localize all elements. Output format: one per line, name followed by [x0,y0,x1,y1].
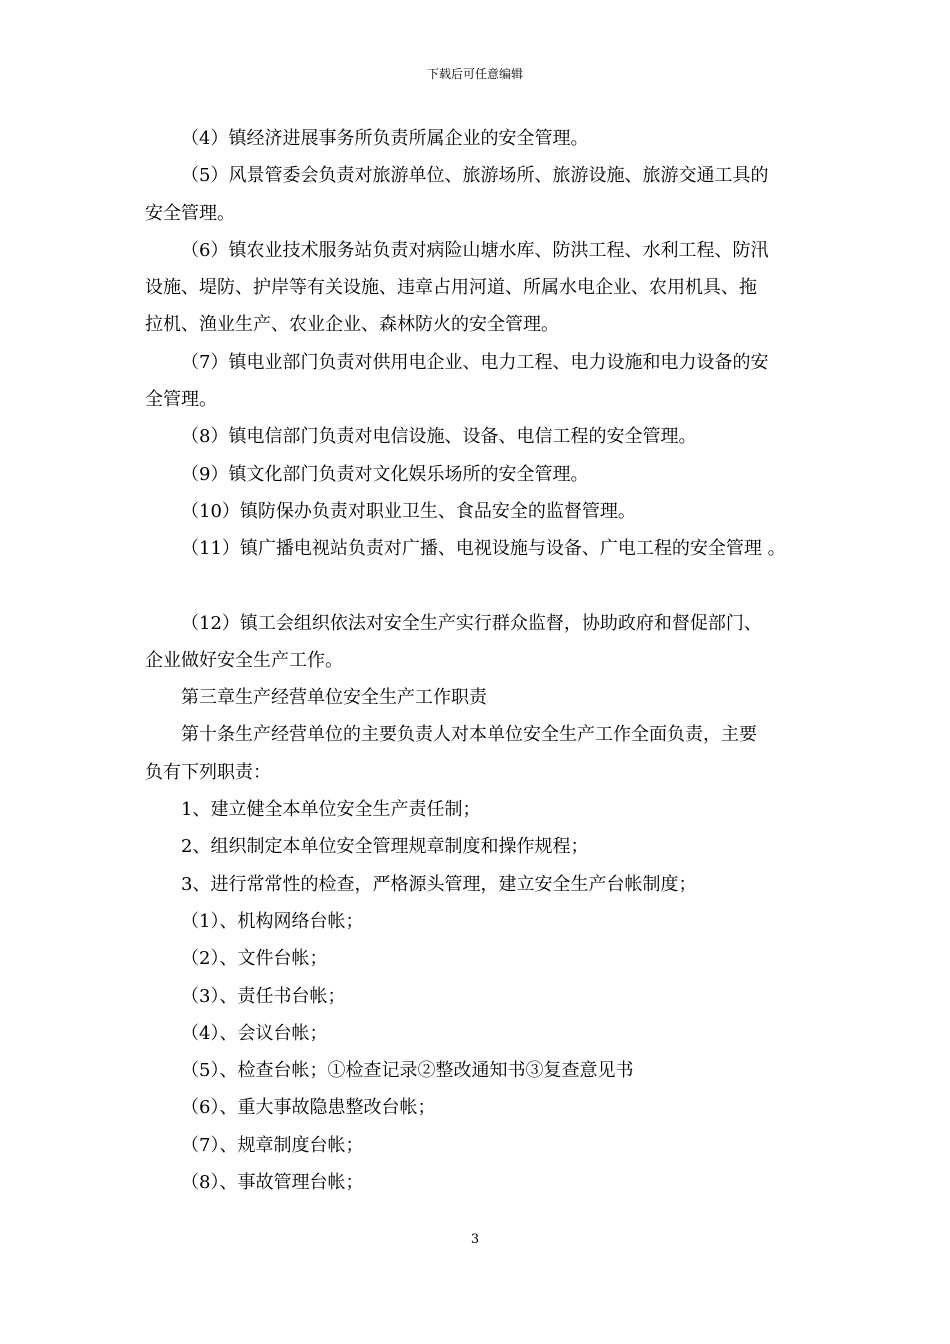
paragraph: （8）镇电信部门负责对电信设施、设备、电信工程的安全管理。 [181,426,697,448]
paragraph-continuation: 企业做好安全生产工作。 [145,649,343,671]
sub-list-item: （5）、检查台帐；①检查记录②整改通知书③复查意见书 [181,1060,634,1082]
list-item: 3、进行常常性的检查，严格源头管理，建立安全生产台帐制度； [181,873,697,895]
paragraph: （9）镇文化部门负责对文化娱乐场所的安全管理。 [181,463,589,485]
list-item: 1、建立健全本单位安全生产责任制； [181,799,481,821]
paragraph-continuation: 全管理。 [145,389,217,411]
sub-list-item: （3）、责任书台帐； [181,985,346,1007]
sub-list-item: （4）、会议台帐； [181,1022,328,1044]
sub-list-item: （2）、文件台帐； [181,948,328,970]
paragraph-continuation: 安全管理。 [145,202,235,224]
document-body [145,120,820,1201]
sub-list-item: （8）、事故管理台帐； [181,1172,364,1194]
sub-list-item: （7）、规章制度台帐； [181,1134,364,1156]
blank-line [145,568,820,605]
sub-list-item: （6）、重大事故隐患整改台帐； [181,1097,436,1119]
paragraph-continuation: 负有下列职责： [145,761,271,783]
paragraph: （7）镇电业部门负责对供用电企业、电力工程、电力设施和电力设备的安 [181,351,769,373]
paragraph: （10）镇防保办负责对职业卫生、食品安全的监督管理。 [181,500,636,522]
page-number: 3 [470,1232,480,1247]
paragraph: （5）风景管委会负责对旅游单位、旅游场所、旅游设施、旅游交通工具的 [181,165,769,187]
page-header: 下载后可任意编辑 [426,67,523,81]
sub-list-item: （1）、机构网络台帐； [181,910,364,932]
paragraph: （11）镇广播电视站负责对广播、电视设施与设备、广电工程的安全管理 。 [181,538,786,560]
chapter-heading: 第三章生产经营单位安全生产工作职责 [181,687,487,709]
paragraph: （4）镇经济进展事务所负责所属企业的安全管理。 [181,128,589,149]
paragraph-continuation: 拉机、渔业生产、农业企业、森林防火的安全管理。 [145,314,559,336]
article-paragraph: 第十条生产经营单位的主要负责人对本单位安全生产工作全面负责，主要 [181,724,757,746]
list-item: 2、组织制定本单位安全管理规章制度和操作规程； [181,836,589,858]
paragraph-continuation: 设施、堤防、护岸等有关设施、违章占用河道、所属水电企业、农用机具、拖 [145,277,757,299]
paragraph: （12）镇工会组织依法对安全生产实行群众监督，协助政府和督促部门、 [181,612,762,634]
paragraph: （6）镇农业技术服务站负责对病险山塘水库、防洪工程、水利工程、防汛 [181,239,769,261]
